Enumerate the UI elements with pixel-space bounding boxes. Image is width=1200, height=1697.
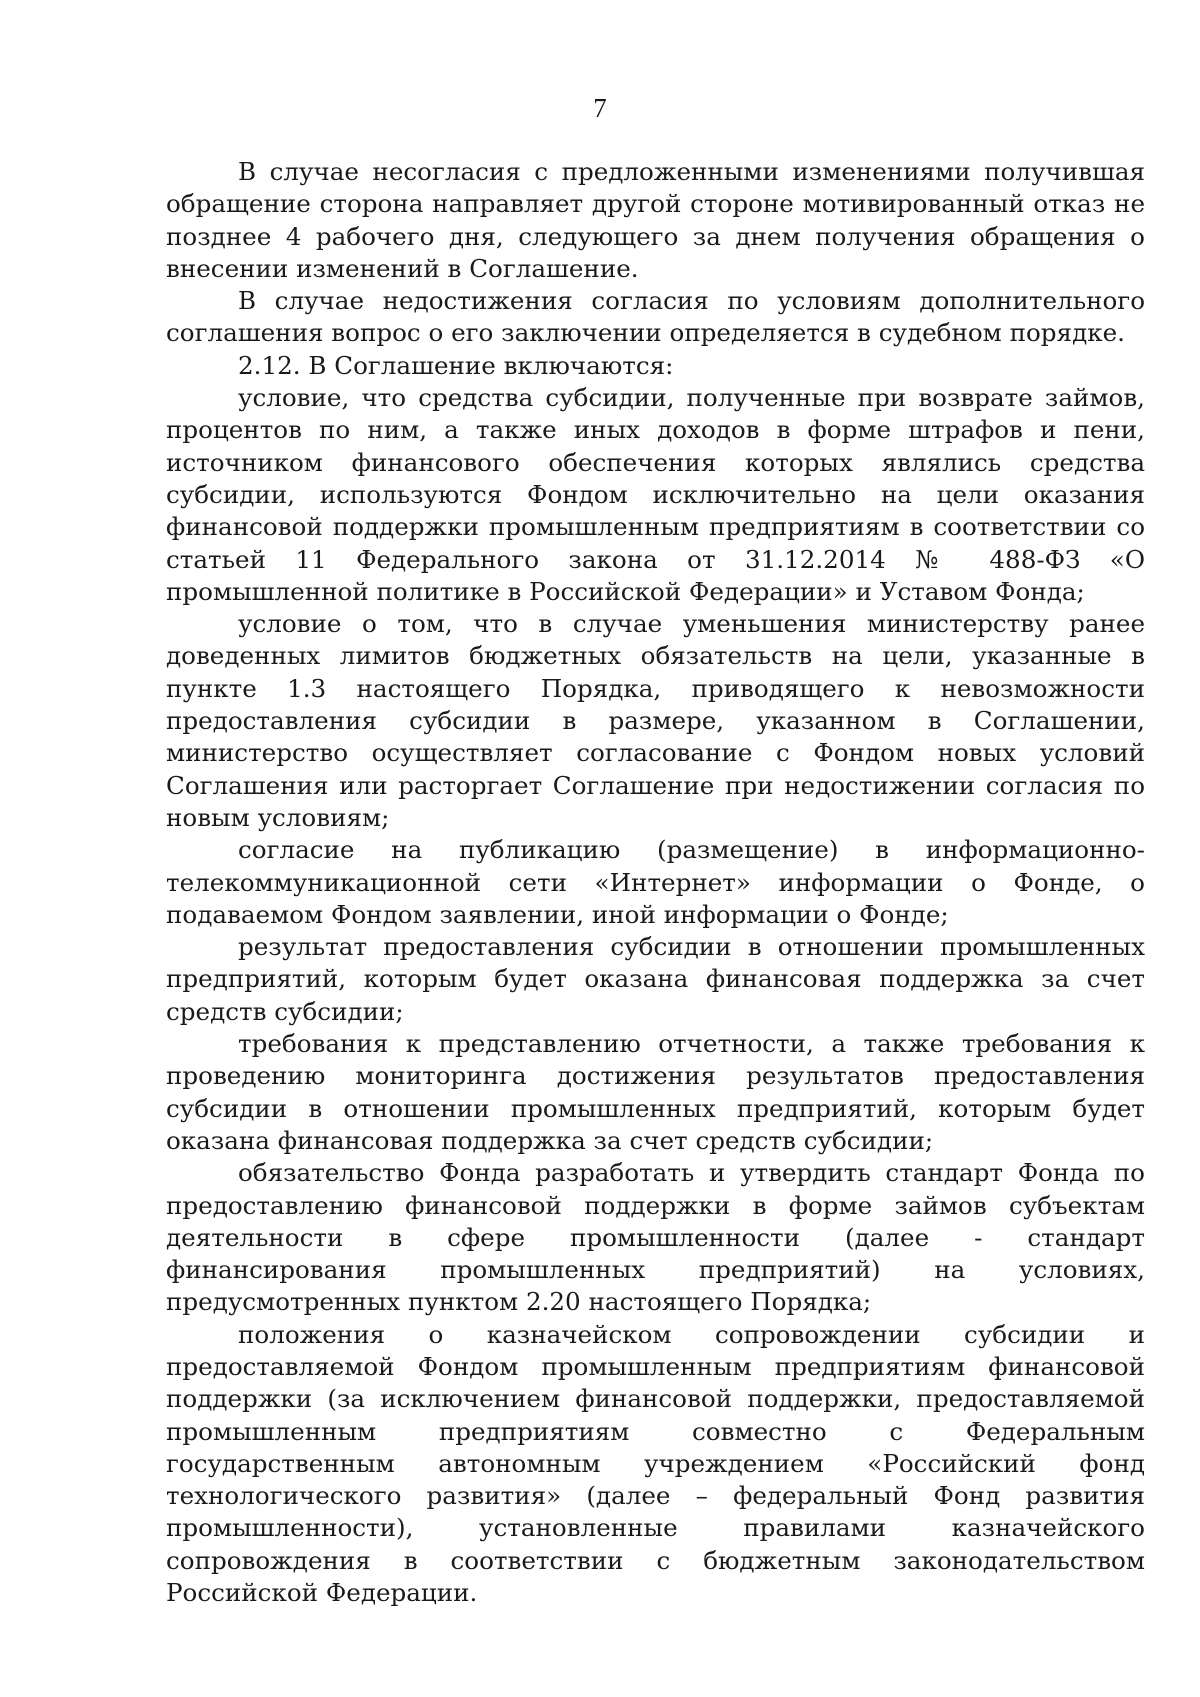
paragraph-publication-consent: согласие на публикацию (размещение) в информационно-телекоммуникационной сети «Интернет» информации о Фонде, о подаваемом Фондом заявлении, иной информации о Фонде; [166,835,1145,929]
paragraph-subsidy-usage: условие, что средства субсидии, полученные при возврате займов, процентов по ним, а также иных доходов в форме штрафов и пени, источником финансового обеспечения которых являлись средства субсидии, используются Фондом исключительно на цели оказания финансовой поддержки промышленным предприятиям в соответствии со статьей 11 Федерального закона от 31.12.2014 № 488-ФЗ «О промышленной политике в Российской Федерации» и Уставом Фонда; [166,383,1145,606]
paragraph-fund-standard: обязательство Фонда разработать и утвердить стандарт Фонда по предоставлению финансовой поддержки в форме займов субъектам деятельности в сфере промышленности (далее - стандарт финансирования промышленных предприятий) на условиях, предусмотренных пунктом 2.20 настоящего Порядка; [166,1158,1145,1317]
paragraph-reporting-requirements: требования к представлению отчетности, а также требования к проведению мониторинга достижения результатов предоставления субсидии в отношении промышленных предприятий, которым будет оказана финансовая поддержка за счет средств субсидии; [166,1029,1145,1155]
page-number: 7 [593,93,607,123]
paragraph-limits-reduction: условие о том, что в случае уменьшения министерству ранее доведенных лимитов бюджетных обязательств на цели, указанные в пункте 1.3 настоящего Порядка, приводящего к невозможности предоставления субсидии в размере, указанном в Соглашении, министерство осуществляет согласование с Фондом новых условий Соглашения или расторгает Соглашение при недостижении согласия по новым условиям; [166,609,1145,832]
paragraph-treasury-support: положения о казначейском сопровождении субсидии и предоставляемой Фондом промышленным предприятиям финансовой поддержки (за исключением финансовой поддержки, предоставляемой промышленным предприятиям совместно с Федеральным государственным автономным учреждением «Российский фонд технологического развития» (далее – федеральный Фонд развития промышленности), установленные правилами казначейского сопровождения в соответствии с бюджетным законодательством Российской Федерации. [166,1319,1145,1608]
document-body [166,156,1145,1609]
paragraph-clause-2-12: 2.12. В Соглашение включаются: [238,350,674,380]
paragraph-subsidy-result: результат предоставления субсидии в отношении промышленных предприятий, которым будет оказана финансовая поддержка за счет средств субсидии; [166,932,1145,1026]
paragraph-no-consensus: В случае недостижения согласия по условиям дополнительного соглашения вопрос о его заключении определяется в судебном порядке. [166,286,1145,348]
paragraph-disagreement: В случае несогласия с предложенными изменениями получившая обращение сторона направляет другой стороне мотивированный отказ не позднее 4 рабочего дня, следующего за днем получения обращения о внесении изменений в Соглашение. [166,157,1145,283]
